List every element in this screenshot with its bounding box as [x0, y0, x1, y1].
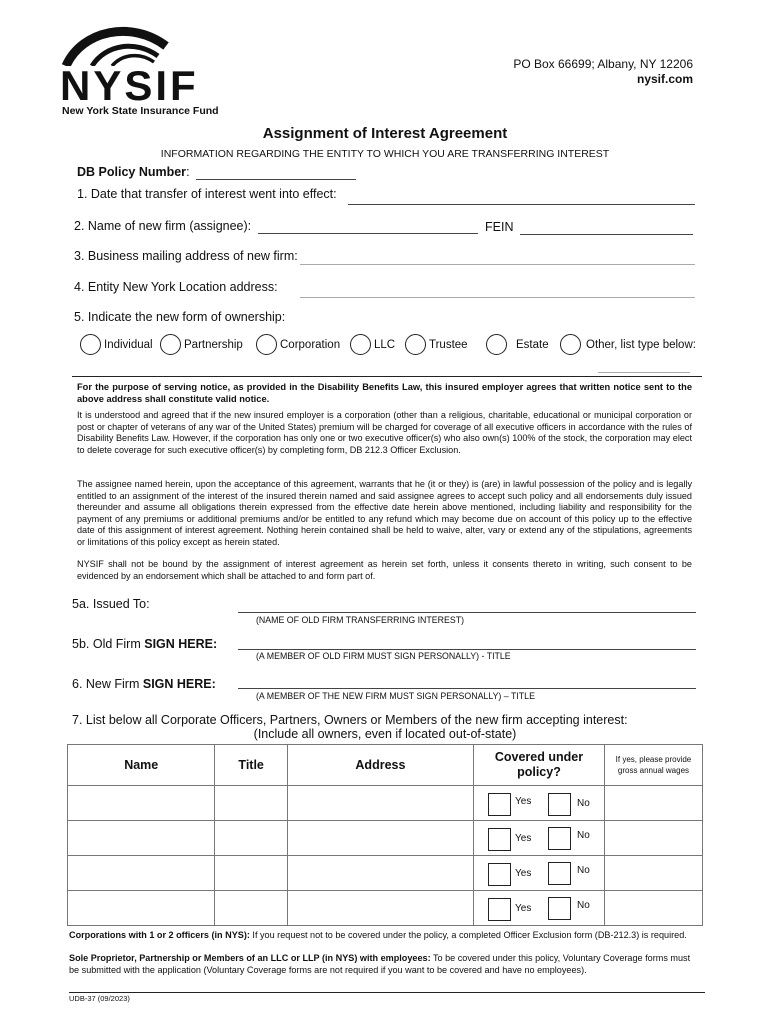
yes-label: Yes: [515, 796, 532, 807]
option-label: Other, list type below:: [586, 338, 696, 351]
new-firm-name-input[interactable]: [258, 233, 478, 234]
radio-icon[interactable]: [160, 334, 181, 355]
footnote-sole-heading: Sole Proprietor, Partnership or Members of an LLC or LLP (in NYS) with employees:: [69, 953, 431, 963]
footnote-corp-text: If you request not to be covered under the policy, a completed Officer Exclusion form (DB-212.3) is required.: [249, 930, 687, 940]
cell-address[interactable]: [287, 856, 473, 891]
option-label: Partnership: [184, 338, 243, 351]
address-line: PO Box 66699; Albany, NY 12206: [513, 57, 693, 71]
radio-icon[interactable]: [256, 334, 277, 355]
section-divider: [72, 376, 702, 377]
q5-label: 5. Indicate the new form of ownership:: [74, 310, 286, 324]
cell-covered: [474, 891, 605, 926]
cell-wages[interactable]: [604, 786, 702, 821]
table-row: [68, 786, 703, 821]
footnote-sole-text: To be covered under this policy, Voluntary Coverage forms must be submitted with the application (Voluntary Coverage forms are not required if you want to be covered and have no employees).: [69, 953, 691, 975]
col-address: Address: [287, 745, 473, 786]
page-subtitle: INFORMATION REGARDING THE ENTITY TO WHICH YOU ARE TRANSFERRING INTEREST: [160, 148, 610, 160]
q7-line2: (Include all owners, even if located out-of-state): [253, 727, 517, 741]
cell-title[interactable]: [215, 821, 287, 856]
new-firm-text: 6. New Firm: [72, 677, 140, 691]
ownership-corporation[interactable]: [256, 334, 340, 355]
ownership-individual[interactable]: [80, 334, 153, 355]
cell-title[interactable]: [215, 786, 287, 821]
yes-label: Yes: [515, 833, 532, 844]
policy-number-text: DB Policy Number: [77, 165, 187, 179]
q3-label: 3. Business mailing address of new firm:: [74, 249, 298, 263]
footnote-sole-proprietor: [69, 953, 699, 976]
new-firm-label: [72, 677, 216, 691]
yes-checkbox[interactable]: [488, 793, 511, 816]
page-title: Assignment of Interest Agreement: [262, 125, 508, 142]
q4-label: 4. Entity New York Location address:: [74, 280, 278, 294]
logo-wordmark: NYSIF: [60, 62, 199, 109]
cell-address[interactable]: [287, 891, 473, 926]
table-row: [68, 821, 703, 856]
cell-title[interactable]: [215, 856, 287, 891]
footnote-corp-heading: Corporations with 1 or 2 officers (in NYS):: [69, 930, 250, 940]
col-title: Title: [215, 745, 287, 786]
issued-to-caption: (NAME OF OLD FIRM TRANSFERRING INTEREST): [256, 615, 465, 625]
form-number: UDB-37 (09/2023): [69, 994, 130, 1003]
radio-icon[interactable]: [350, 334, 371, 355]
cell-wages[interactable]: [604, 856, 702, 891]
cell-covered: [474, 821, 605, 856]
nysif-logo-arc-icon: [62, 24, 182, 66]
footer-divider: [69, 992, 705, 993]
col-covered: Covered under policy?: [474, 745, 605, 786]
fein-input[interactable]: [520, 234, 693, 235]
issued-to-label: 5a. Issued To:: [72, 597, 150, 611]
q2-label: 2. Name of new firm (assignee):: [74, 219, 252, 233]
table-row: [68, 891, 703, 926]
officers-table: [67, 744, 703, 926]
q7-line1: 7. List below all Corporate Officers, Partners, Owners or Members of the new firm accepting interest:: [72, 713, 628, 727]
old-firm-sign-here: SIGN HERE:: [144, 637, 218, 651]
no-label: No: [577, 798, 590, 809]
website-link[interactable]: nysif.com: [636, 72, 693, 86]
yes-checkbox[interactable]: [488, 863, 511, 886]
paragraph-assignee-warranty: The assignee named herein, upon the acceptance of this agreement, warrants that he (it or they) is (are) in lawful possession of the policy and is legally entitled to an assignment of the interest of the insured therein named and said assignee agrees to accept such policy and all endorsements duly issued thereunder and assume all obligations therein expressed from the effective date herein above mentioned, including liability and responsibility for the payment of any premiums or additional premiums and/or be entitled to any refund which may become due on account of this policy up to the effective date of this assignment of interest agreement. Nothing herein contained shall be held to waive, alter, vary or extend any of the stipulations, agreements or limitations of this policy except as herein stated.: [77, 479, 692, 547]
yes-checkbox[interactable]: [488, 898, 511, 921]
paragraph-corporation-coverage: It is understood and agreed that if the new insured employer is a corporation (other than a religious, charitable, educational or municipal corporation or post or chapter of veterans of any war of the United States) premium will be charged for coverage of all executive officers in accordance with the rules of Disability Benefits Law. However, if the corporation has only one or two executive officer(s) who also own(s) 100% of the stock, the corporation may elect to delete coverage for such executive officer(s) by completing form, DB 212.3 Officer Exclusion.: [77, 410, 692, 455]
paragraph-nysif-consent: NYSIF shall not be bound by the assignment of interest agreement as herein set forth, unless it consents thereto in writing, such consent to be evidenced by an endorsement which shall be attached to and form part of.: [77, 559, 692, 581]
no-label: No: [577, 900, 590, 911]
cell-name[interactable]: [68, 786, 215, 821]
old-firm-label: [72, 637, 217, 651]
policy-number-label: [77, 165, 190, 179]
ownership-partnership[interactable]: [160, 334, 243, 355]
ownership-llc[interactable]: [350, 334, 395, 355]
yes-label: Yes: [515, 868, 532, 879]
radio-icon[interactable]: [80, 334, 101, 355]
transfer-date-input[interactable]: [348, 204, 695, 205]
radio-icon[interactable]: [560, 334, 581, 355]
old-firm-text: 5b. Old Firm: [72, 637, 141, 651]
old-firm-signature-input[interactable]: [238, 649, 696, 650]
cell-covered: [474, 856, 605, 891]
policy-number-colon: :: [186, 165, 190, 179]
option-label: Individual: [104, 338, 153, 351]
issued-to-input[interactable]: [238, 612, 696, 613]
old-firm-caption: (A MEMBER OF OLD FIRM MUST SIGN PERSONALLY) - TITLE: [256, 651, 511, 661]
cell-wages[interactable]: [604, 891, 702, 926]
col-name: Name: [68, 745, 215, 786]
table-row: [68, 856, 703, 891]
yes-label: Yes: [515, 903, 532, 914]
option-label: Estate: [516, 338, 549, 351]
new-firm-sign-here: SIGN HERE:: [142, 677, 216, 691]
option-label: LLC: [374, 338, 396, 351]
radio-icon[interactable]: [486, 334, 507, 355]
no-label: No: [577, 830, 590, 841]
policy-number-input[interactable]: [196, 179, 356, 180]
other-type-input[interactable]: [598, 372, 690, 373]
no-checkbox[interactable]: [548, 897, 571, 920]
cell-name[interactable]: [68, 856, 215, 891]
radio-icon[interactable]: [405, 334, 426, 355]
cell-covered: [474, 786, 605, 821]
cell-title[interactable]: [215, 891, 287, 926]
address-block: [513, 57, 693, 87]
no-checkbox[interactable]: [548, 793, 571, 816]
q1-label: 1. Date that transfer of interest went into effect:: [77, 187, 337, 201]
new-firm-signature-input[interactable]: [238, 688, 696, 689]
ny-location-input[interactable]: [300, 297, 695, 298]
cell-name[interactable]: [68, 821, 215, 856]
no-checkbox[interactable]: [548, 827, 571, 850]
fein-label: FEIN: [485, 220, 514, 234]
logo-subtitle: New York State Insurance Fund: [62, 105, 219, 117]
cell-address[interactable]: [287, 821, 473, 856]
option-label: Corporation: [280, 338, 341, 351]
ownership-other[interactable]: [560, 334, 696, 355]
table-header-row: [68, 745, 703, 786]
mailing-address-input[interactable]: [300, 264, 695, 265]
no-checkbox[interactable]: [548, 862, 571, 885]
no-label: No: [577, 865, 590, 876]
notice-statement: For the purpose of serving notice, as provided in the Disability Benefits Law, this insured employer agrees that written notice sent to the above address shall constitute valid notice.: [77, 382, 692, 404]
cell-wages[interactable]: [604, 821, 702, 856]
cell-address[interactable]: [287, 786, 473, 821]
option-label: Trustee: [429, 338, 468, 351]
footnote-corporations: [69, 930, 699, 942]
col-wages: If yes, please provide gross annual wages: [604, 745, 702, 786]
new-firm-caption: (A MEMBER OF THE NEW FIRM MUST SIGN PERSONALLY) – TITLE: [256, 691, 535, 701]
ownership-estate[interactable]: [486, 334, 549, 355]
ownership-trustee[interactable]: [405, 334, 468, 355]
yes-checkbox[interactable]: [488, 828, 511, 851]
cell-name[interactable]: [68, 891, 215, 926]
